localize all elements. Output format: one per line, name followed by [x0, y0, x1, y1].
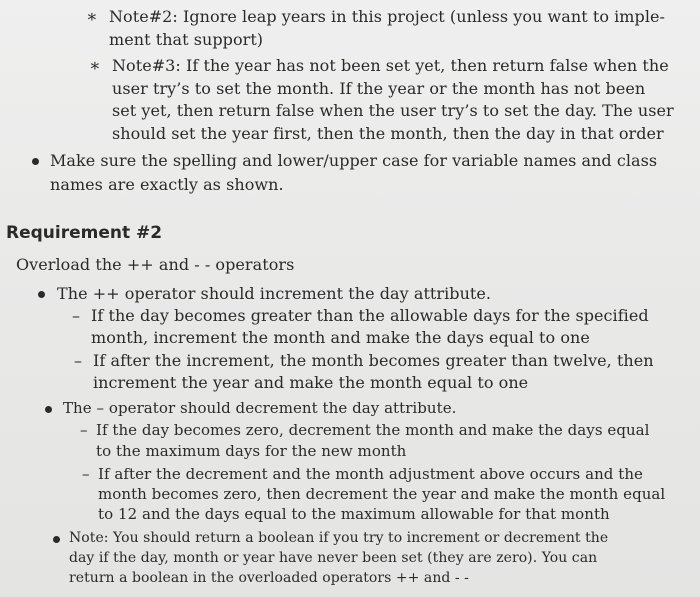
- note2-line-2: ment that support): [109, 30, 264, 49]
- note3-line-3: set yet, then return false when the user try’s to set the day. The user: [112, 101, 674, 120]
- dash-marker: –: [74, 351, 82, 370]
- minus-bullet-marker: –: [96, 399, 105, 417]
- bullet-dot: [38, 291, 45, 298]
- minus-operator-bullet: [63, 399, 456, 418]
- bullet-dot: [53, 536, 60, 543]
- spelling-line-1: Make sure the spelling and lower/upper case for variable names and class: [50, 151, 658, 170]
- minus-sub1-line-2: to the maximum days for the new month: [96, 442, 407, 460]
- note-bullet-line-1: Note: You should return a boolean if you try to increment or decrement the: [69, 530, 609, 546]
- plus-sub2-line-2: increment the year and make the month equal to one: [93, 373, 529, 392]
- note2-line-1: Note#2: Ignore leap years in this project (unless you want to imple-: [109, 7, 665, 26]
- minus-sub2-line-3: to 12 and the days equal to the maximum allowable for that month: [98, 505, 610, 523]
- note-bullet-line-3: return a boolean in the overloaded operators ++ and - -: [69, 570, 469, 586]
- dash-marker: –: [80, 421, 88, 439]
- dash-marker: –: [82, 465, 90, 483]
- dash-marker: –: [72, 306, 80, 325]
- intro-line: Overload the ++ and - - operators: [16, 255, 295, 274]
- plus-sub1-line-1: If the day becomes greater than the allowable days for the specified: [91, 306, 649, 325]
- plus-sub2-line-1: If after the increment, the month becomes greater than twelve, then: [93, 351, 654, 370]
- section-heading: Requirement #2: [6, 223, 163, 243]
- minus-sub2-line-1: If after the decrement and the month adjustment above occurs and the: [98, 465, 643, 483]
- asterisk-marker: ∗: [89, 56, 101, 76]
- note3-line-1: Note#3: If the year has not been set yet, then return false when the: [112, 56, 669, 75]
- spelling-line-2: names are exactly as shown.: [50, 175, 284, 194]
- note3-line-2: user try’s to set the month. If the year or the month has not been: [112, 79, 646, 98]
- note3-line-4: should set the year first, then the month, then the day in that order: [112, 124, 664, 143]
- plus-operator-bullet: The ++ operator should increment the day attribute.: [57, 284, 492, 303]
- bullet-dot: [45, 406, 52, 413]
- plus-sub1-line-2: month, increment the month and make the days equal to one: [91, 328, 590, 347]
- asterisk-marker: ∗: [86, 7, 98, 27]
- bullet-dot: [32, 158, 39, 165]
- minus-bullet-prefix: The: [63, 399, 92, 417]
- minus-bullet-rest: operator should decrement the day attribute.: [108, 399, 457, 417]
- note-bullet-line-2: day if the day, month or year have never been set (they are zero). You can: [69, 550, 598, 566]
- minus-sub1-line-1: If the day becomes zero, decrement the month and make the days equal: [96, 421, 650, 439]
- minus-sub2-line-2: month becomes zero, then decrement the year and make the month equal: [98, 485, 666, 503]
